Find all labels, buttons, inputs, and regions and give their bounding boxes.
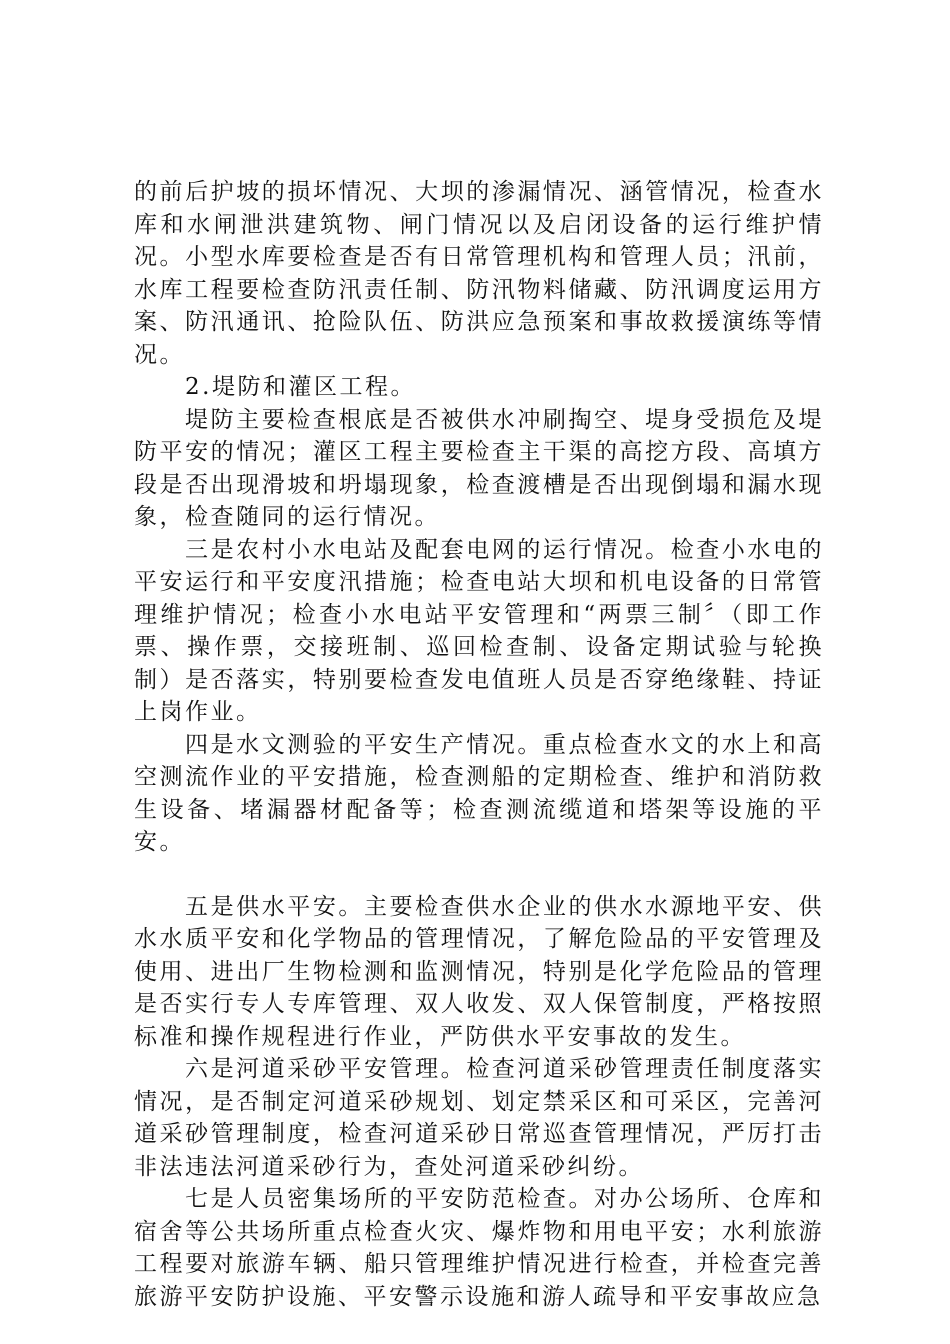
paragraph-hydrology: 四是水文测验的平安生产情况。重点检查水文的水上和高空测流作业的平安措施，检查测船的定期检查、维护和消防救生设备、堵漏器材配备等；检查测流缆道和塔架等设施的平安。 <box>134 731 824 855</box>
paragraph-spacer <box>134 859 824 891</box>
document-body <box>134 176 824 1313</box>
paragraph-sand-mining: 六是河道采砂平安管理。检查河道采砂管理责任制度落实情况，是否制定河道采砂规划、划定禁采区和可采区，完善河道采砂管理制度，检查河道采砂日常巡查管理情况，严厉打击非法违法河道采砂行为，查处河道采砂纠纷。 <box>134 1056 824 1180</box>
paragraph-crowded-places: 七是人员密集场所的平安防范检查。对办公场所、仓库和宿舍等公共场所重点检查火灾、爆炸物和用电平安；水利旅游工程要对旅游车辆、船只管理维护情况进行检查，并检查完善旅游平安防护设施、平安警示设施和游人疏导和平安事故应急 <box>134 1186 824 1310</box>
paragraph-heading-levee-irrigation: 2.堤防和灌区工程。 <box>185 374 416 400</box>
paragraph-reservoir-inspection: 的前后护坡的损坏情况、大坝的渗漏情况、涵管情况，检查水库和水闸泄洪建筑物、闸门情况以及启闭设备的运行维护情况。小型水库要检查是否有日常管理机构和管理人员；汛前，水库工程要检查防汛责任制、防汛物料储藏、防汛调度运用方案、防汛通讯、抢险队伍、防洪应急预案和事故救援演练等情况。 <box>134 179 824 368</box>
paragraph-hydropower: 三是农村小水电站及配套电网的运行情况。检查小水电的平安运行和平安度汛措施；检查电站大坝和机电设备的日常管理维护情况；检查小水电站平安管理和“两票三制〞（即工作票、操作票，交接班制、巡回检查制、设备定期试验与轮换制）是否落实，特别要检查发电值班人员是否穿绝缘鞋、持证上岗作业。 <box>134 536 824 725</box>
paragraph-water-supply: 五是供水平安。主要检查供水企业的供水水源地平安、供水水质平安和化学物品的管理情况，了解危险品的平安管理及使用、进出厂生物检测和监测情况，特别是化学危险品的管理是否实行专人专库管理、双人收发、双人保管制度，严格按照标准和操作规程进行作业，严防供水平安事故的发生。 <box>134 893 824 1050</box>
paragraph-levee-inspection: 堤防主要检查根底是否被供水冲刷掏空、堤身受损危及堤防平安的情况；灌区工程主要检查主干渠的高挖方段、高填方段是否出现滑坡和坍塌现象，检查渡槽是否出现倒塌和漏水现象，检查随同的运行情况。 <box>134 406 824 530</box>
